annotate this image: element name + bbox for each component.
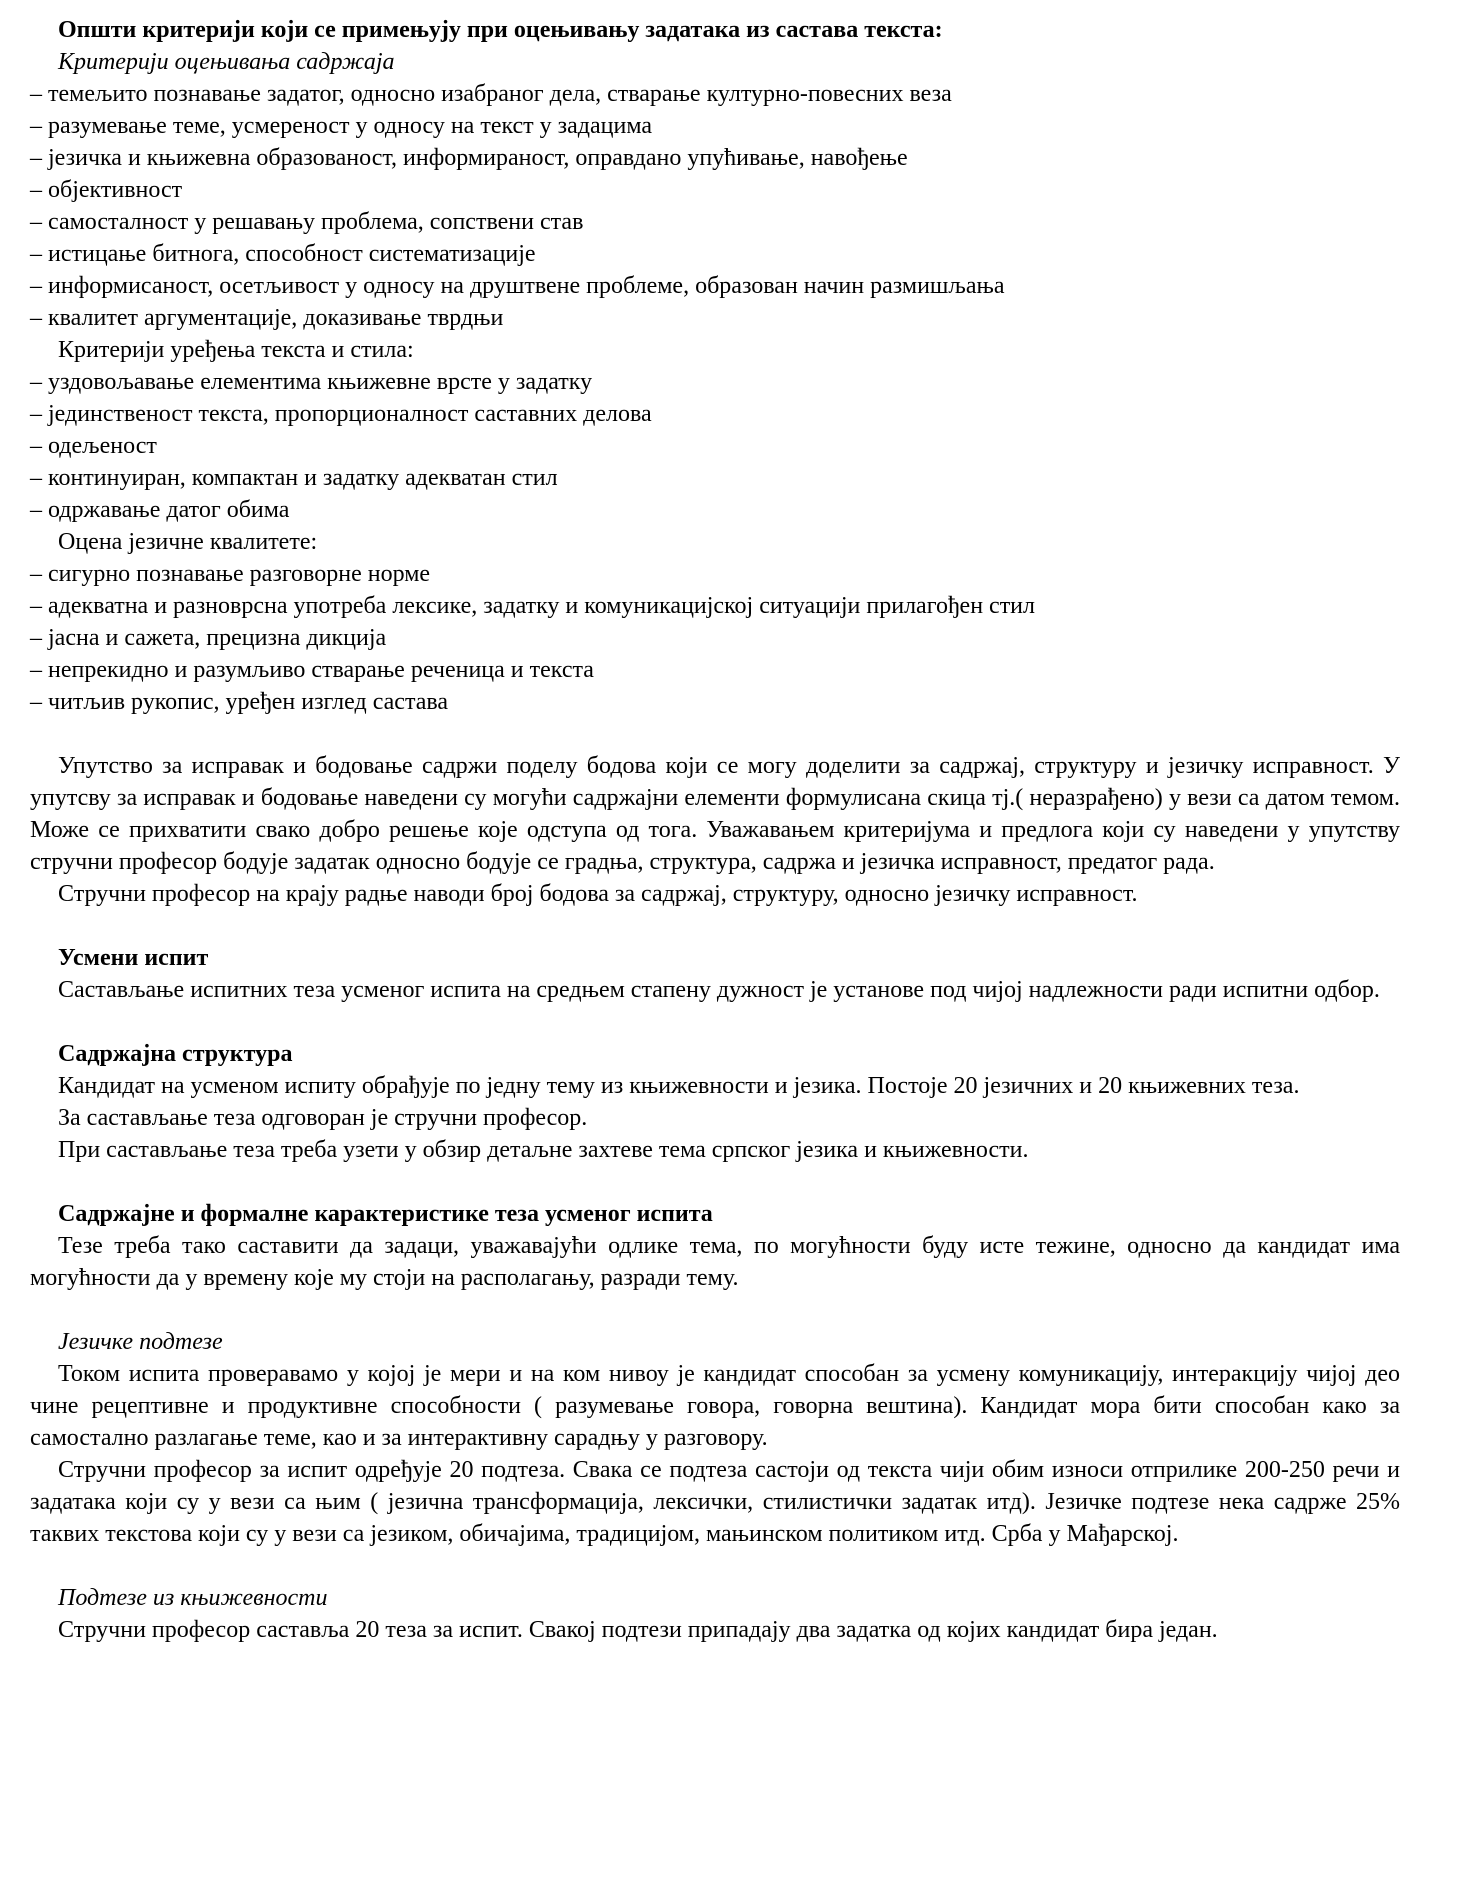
list-item: – читљив рукопис, уређен изглед састава	[30, 689, 449, 715]
list-item: – разумевање теме, усмереност у односу на текст у задацима	[30, 113, 653, 139]
section-paragraph: Кандидат на усменом испиту обрађује по једну тему из књижевности и језика. Постоје 20 језичних и 20 књижевних теза.	[58, 1073, 1300, 1099]
content-criteria-title: Критерији оцењивања садржаја	[58, 49, 395, 75]
list-item: – јасна и сажета, прецизна дикција	[30, 625, 387, 651]
section-heading: Усмени испит	[58, 945, 209, 971]
section-paragraph: При састављање теза треба узети у обзир детаљне захтеве тема српског језика и књижевности.	[58, 1137, 1029, 1163]
list-item: – информисаност, осетљивост у односу на друштвене проблеме, образован начин размишљања	[30, 273, 1005, 299]
content-structure-section	[30, 1038, 1400, 1166]
section-paragraph: Састављање испитних теза усменог испита на средњем стапену дужност је установе под чијој надлежности ради испитни одбор.	[58, 977, 1380, 1003]
language-criteria-list	[30, 558, 1400, 718]
list-item: – језичка и књижевна образованост, информираност, оправдано упућивање, навођење	[30, 145, 908, 171]
section-heading: Језичке подтезе	[58, 1329, 223, 1355]
section-heading: Подтезе из књижевности	[58, 1585, 328, 1611]
formal-characteristics-section	[30, 1198, 1400, 1294]
language-criteria-title: Оцена језичне квалитете:	[58, 529, 318, 555]
list-item: – уздовољавање елементима књижевне врсте у задатку	[30, 369, 593, 395]
list-item: – континуиран, компактан и задатку адекватан стил	[30, 465, 558, 491]
instructions-paragraph: Стручни професор на крају радње наводи број бодова за садржај, структуру, односно језичку исправност.	[58, 881, 1138, 907]
section-heading: Садржајне и формалне карактеристике теза усменог испита	[58, 1201, 713, 1227]
instructions-paragraph: Упутство за исправак и бодовање садржи поделу бодова који се могу доделити за садржај, структуру и језичку исправност. У упутсву за исправак и бодовање наведени су могући садржајни елементи формулисана скица тј.( неразрађено) у вези са датом темом. Може се прихватити свако добро решење које одступа од тога. Уважавањем критеријума и предлога који су наведени у упутству стручни професор бодује задатак односно бодује се градња, структура, садржа и језичка исправност, предатог рада.	[30, 753, 1400, 875]
section-paragraph: Тезе треба тако саставити да задаци, уважавајући одлике тема, по могућности буду исте тежине, односно да кандидат има могућности да у времену које му стоји на располагању, разради тему.	[30, 1233, 1400, 1291]
instructions-section	[30, 750, 1400, 910]
section-paragraph: Током испита проверавамо у којој је мери и на ком нивоу је кандидат способан за усмену комуникацију, интеракцију чијој део чине рецептивне и продуктивне способности ( разумевање говора, говорна вештина). Кандидат мора бити способан како за самостално разлагање теме, као и за интерактивну сарадњу у разговору.	[30, 1361, 1400, 1451]
list-item: – објективност	[30, 177, 183, 203]
list-item: – темељито познавање задатог, односно изабраног дела, стварање културно-повесних веза	[30, 81, 952, 107]
list-item: – самосталност у решавању проблема, сопствени став	[30, 209, 584, 235]
list-item: – квалитет аргументације, доказивање тврдњи	[30, 305, 504, 331]
document-page	[30, 14, 1400, 1646]
literature-subtheses-section	[30, 1582, 1400, 1646]
list-item: – непрекидно и разумљиво стварање реченица и текста	[30, 657, 594, 683]
oral-exam-section	[30, 942, 1400, 1006]
section-heading: Садржајна структура	[58, 1041, 293, 1067]
list-item: – јединственост текста, пропорционалност саставних делова	[30, 401, 652, 427]
list-item: – одељеност	[30, 433, 157, 459]
content-criteria-list	[30, 78, 1400, 334]
structure-criteria-list	[30, 366, 1400, 526]
language-subtheses-section	[30, 1326, 1400, 1550]
list-item: – адекватна и разноврсна употреба лексике, задатку и комуникацијској ситуацији прилагођен стил	[30, 593, 1035, 619]
section-paragraph: Стручни професор за испит одређује 20 подтеза. Свака се подтеза састоји од текста чији обим износи отприлике 200-250 речи и задатака који су у вези са њим ( језична трансформација, лексички, стилистички задатак итд). Језичке подтезе нека садрже 25% таквих текстова који су у вези са језиком, обичајима, традицијом, мањинском политиком итд. Срба у Мађарској.	[30, 1457, 1400, 1547]
list-item: – одржавање датог обима	[30, 497, 290, 523]
criteria-heading: Општи критерији који се примењују при оцењивању задатака из састава текста:	[58, 17, 943, 43]
criteria-section	[30, 14, 1400, 718]
list-item: – истицање битнога, способност систематизације	[30, 241, 536, 267]
section-paragraph: Стручни професор саставља 20 теза за испит. Свакој подтези припадају два задатка од којих кандидат бира један.	[58, 1617, 1218, 1643]
section-paragraph: За састављање теза одговоран је стручни професор.	[58, 1105, 588, 1131]
structure-criteria-title: Критерији уређења текста и стила:	[58, 337, 414, 363]
list-item: – сигурно познавање разговорне норме	[30, 561, 431, 587]
